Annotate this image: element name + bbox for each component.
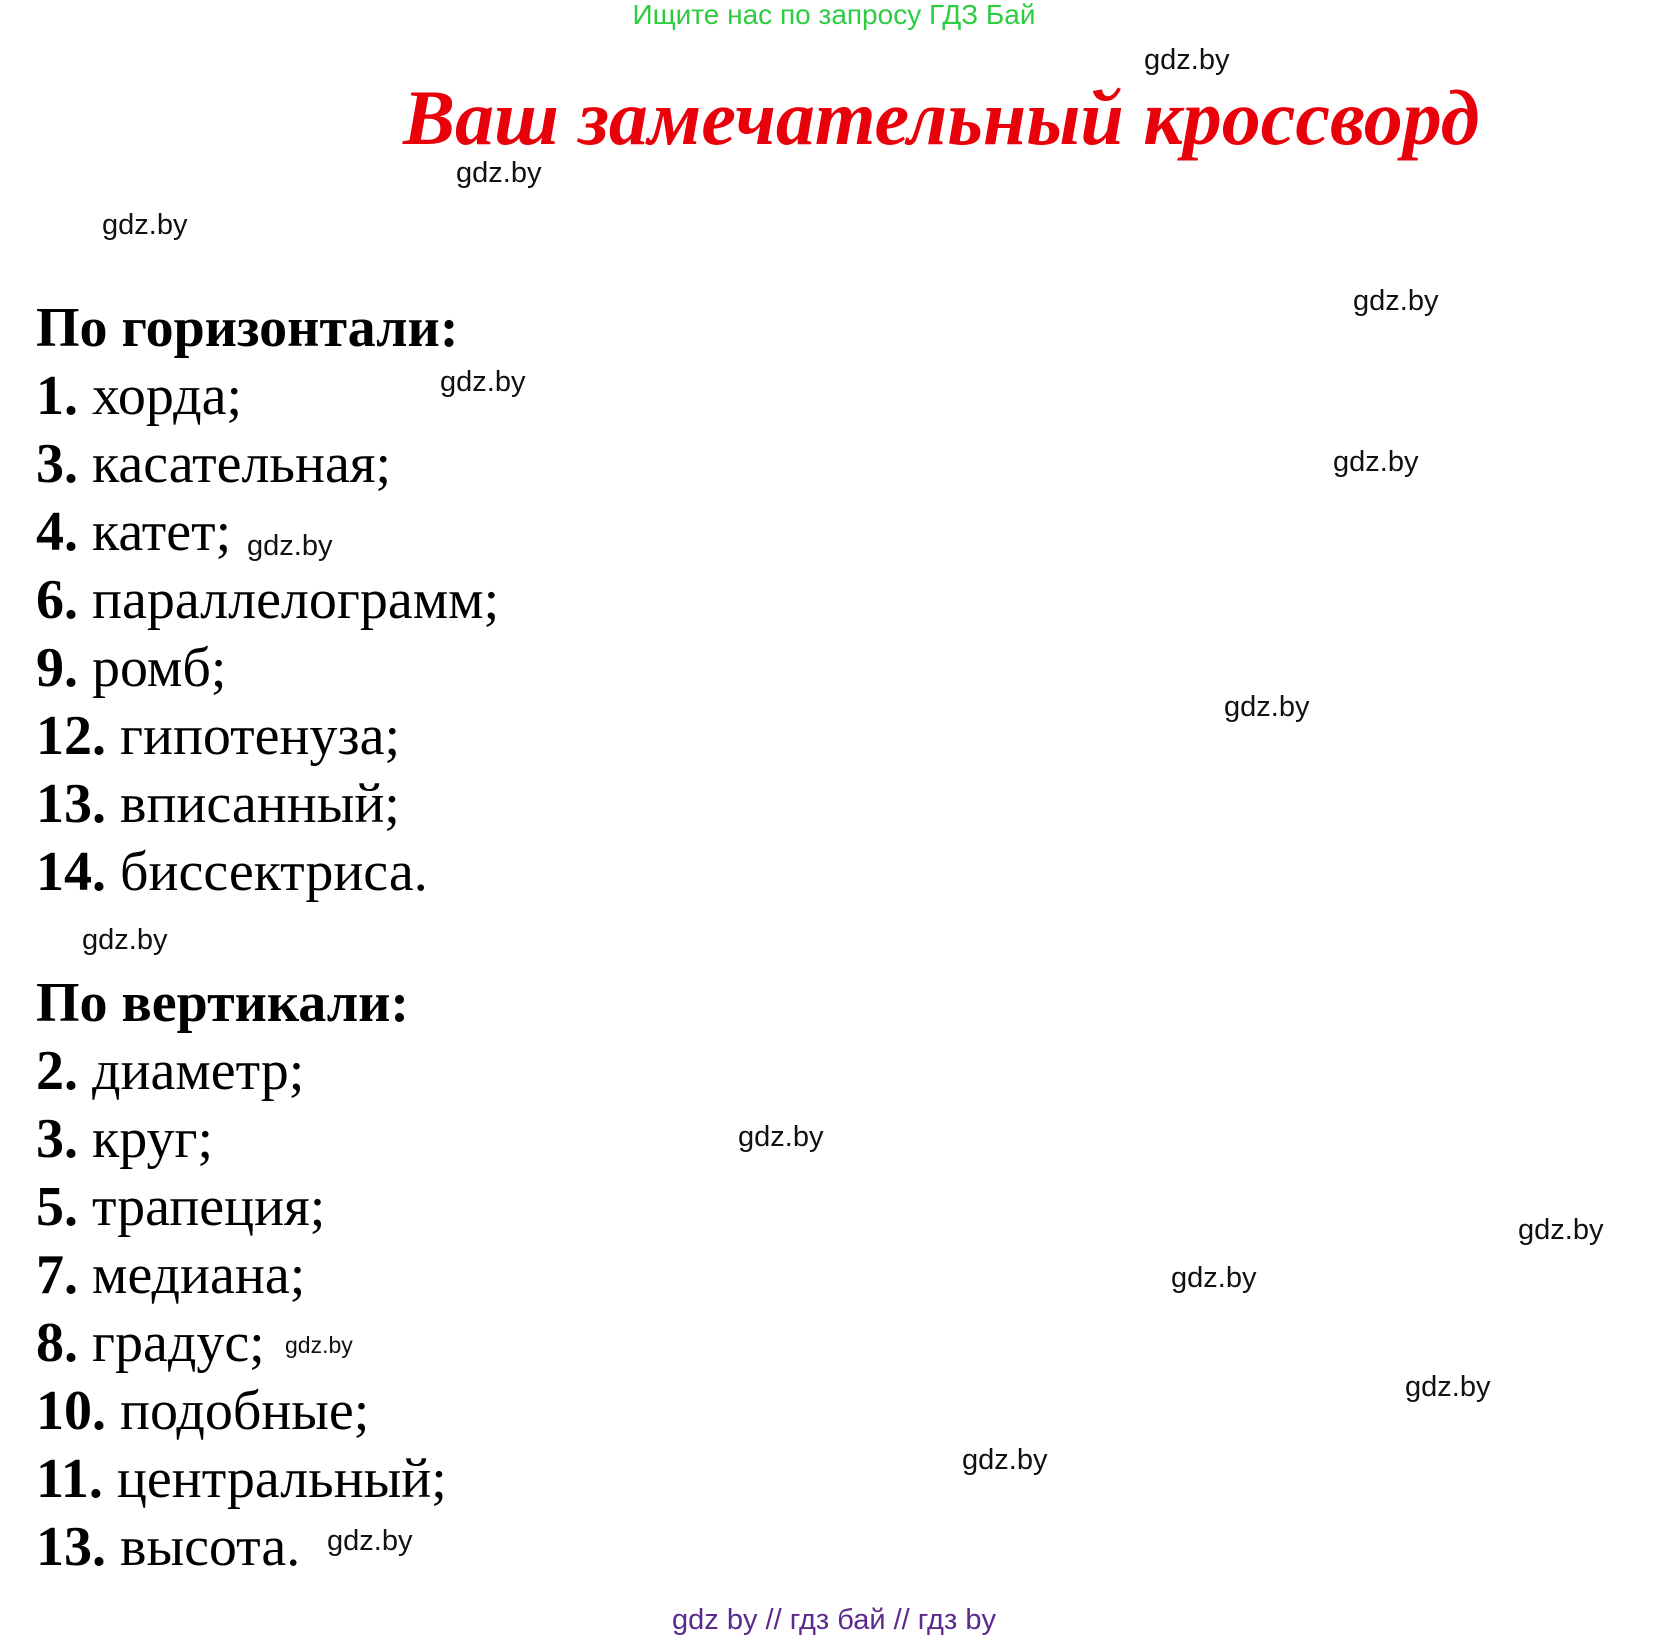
clue-answer: градус; xyxy=(92,1312,265,1374)
clue-number: 14. xyxy=(36,841,106,903)
watermark: gdz.by xyxy=(1518,1214,1604,1246)
clue-item xyxy=(36,634,499,702)
clue-number: 3. xyxy=(36,1108,78,1170)
clue-item xyxy=(36,1173,447,1241)
page-title: Ваш замечательный кроссворд xyxy=(403,74,1480,161)
clue-item xyxy=(36,1309,447,1377)
clue-number: 8. xyxy=(36,1312,78,1374)
clue-item xyxy=(36,1445,447,1513)
watermark: gdz.by xyxy=(1405,1371,1491,1403)
watermark: gdz.by xyxy=(102,209,188,241)
clue-item xyxy=(36,430,499,498)
clue-answer: круг; xyxy=(92,1108,213,1170)
vertical-clues xyxy=(36,969,447,1581)
footer-links: gdz by // гдз бай // гдз by xyxy=(672,1604,996,1636)
watermark: gdz.by xyxy=(285,1332,353,1358)
watermark: gdz.by xyxy=(1353,285,1439,317)
clue-number: 12. xyxy=(36,705,106,767)
clue-answer: диаметр; xyxy=(92,1040,305,1102)
clue-item xyxy=(36,1105,447,1173)
clue-number: 10. xyxy=(36,1380,106,1442)
clue-answer: хорда; xyxy=(92,365,243,427)
clue-item xyxy=(36,362,499,430)
watermark: gdz.by xyxy=(440,366,526,398)
clue-item xyxy=(36,566,499,634)
clue-answer: подобные; xyxy=(120,1380,370,1442)
clue-answer: высота. xyxy=(120,1516,301,1578)
clue-answer: медиана; xyxy=(92,1244,306,1306)
watermark: gdz.by xyxy=(738,1121,824,1153)
clue-number: 3. xyxy=(36,433,78,495)
clue-answer: гипотенуза; xyxy=(120,705,400,767)
clue-number: 11. xyxy=(36,1448,103,1510)
clue-answer: вписанный; xyxy=(120,773,400,835)
clue-number: 6. xyxy=(36,569,78,631)
clue-item xyxy=(36,1241,447,1309)
clue-answer: параллелограмм; xyxy=(92,569,500,631)
horizontal-heading: По горизонтали: xyxy=(36,297,459,359)
clue-number: 9. xyxy=(36,637,78,699)
clue-item xyxy=(36,838,499,906)
clue-item xyxy=(36,1037,447,1105)
watermark: gdz.by xyxy=(1144,44,1230,76)
clue-answer: катет; xyxy=(92,501,232,563)
clue-item xyxy=(36,770,499,838)
watermark: gdz.by xyxy=(247,530,333,562)
watermark: gdz.by xyxy=(327,1525,413,1557)
clue-item xyxy=(36,702,499,770)
watermark: gdz.by xyxy=(456,157,542,189)
watermark: gdz.by xyxy=(962,1444,1048,1476)
watermark: gdz.by xyxy=(1171,1262,1257,1294)
clue-number: 13. xyxy=(36,1516,106,1578)
clue-number: 5. xyxy=(36,1176,78,1238)
clue-answer: центральный; xyxy=(116,1448,447,1510)
clue-answer: касательная; xyxy=(92,433,392,495)
clue-number: 4. xyxy=(36,501,78,563)
watermark: gdz.by xyxy=(1333,446,1419,478)
clue-number: 1. xyxy=(36,365,78,427)
clue-number: 2. xyxy=(36,1040,78,1102)
vertical-heading: По вертикали: xyxy=(36,972,410,1034)
search-hint: Ищите нас по запросу ГДЗ Бай xyxy=(632,0,1036,30)
clue-number: 7. xyxy=(36,1244,78,1306)
watermark: gdz.by xyxy=(1224,691,1310,723)
clue-answer: биссектриса. xyxy=(120,841,428,903)
clue-item xyxy=(36,1377,447,1445)
watermark: gdz.by xyxy=(82,924,168,956)
clue-number: 13. xyxy=(36,773,106,835)
horizontal-clues xyxy=(36,294,499,906)
clue-answer: ромб; xyxy=(92,637,227,699)
clue-answer: трапеция; xyxy=(92,1176,326,1238)
